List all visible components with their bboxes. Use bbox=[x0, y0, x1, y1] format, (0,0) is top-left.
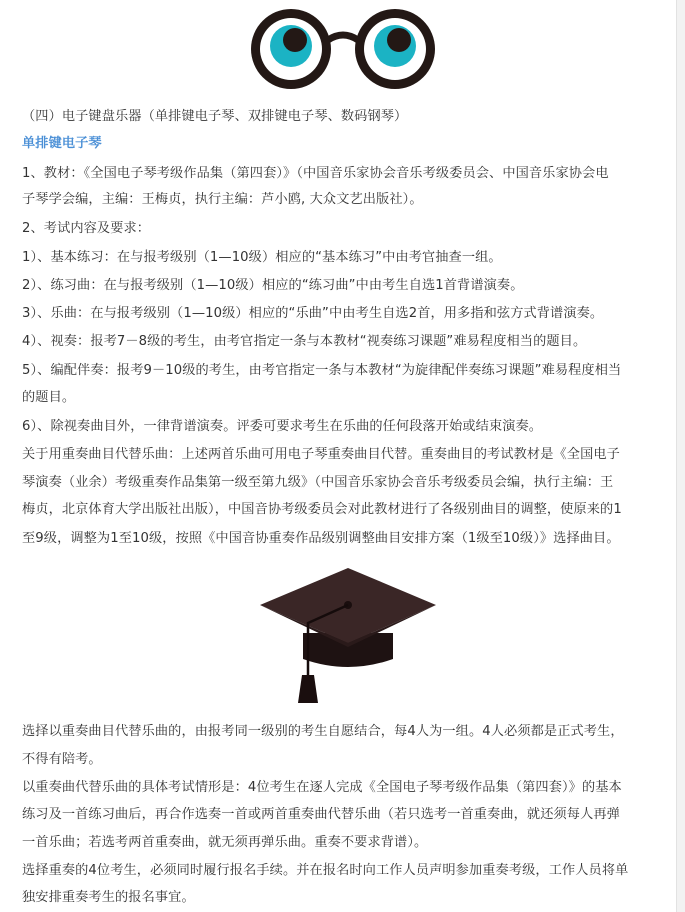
paragraph-line: 练习及一首练习曲后，再合作选奏一首或两首重奏曲代替乐曲（若只选考一首重奏曲，就还须每人再弹 bbox=[22, 807, 620, 822]
paragraph-line: 关于用重奏曲目代替乐曲：上述两首乐曲可用电子琴重奏曲目代替。重奏曲目的考试教材是《全国电子 bbox=[22, 447, 620, 462]
subsection-heading: 单排键电子琴 bbox=[22, 136, 102, 151]
paragraph-line: 至9级，调整为1至10级，按照《中国音协重奏作品级别调整曲目安排方案（1级至10级）》选择曲目。 bbox=[22, 531, 620, 546]
paragraph-line: 以重奏曲代替乐曲的具体考试情形是：4位考生在逐人完成《全国电子琴考级作品集（第四套）》的基本 bbox=[22, 780, 622, 795]
paragraph-line: 不得有陪考。 bbox=[22, 752, 102, 767]
paragraph-line: 5）、编配伴奏：报考9－10级的考生，由考官指定一条与本教材“为旋律配伴奏练习课题”难易程度相当 bbox=[22, 363, 622, 378]
paragraph-line: 2）、练习曲：在与报考级别（1—10级）相应的“练习曲”中由考生自选1首背谱演奏。 bbox=[22, 278, 524, 293]
paragraph-line: 4）、视奏：报考7－8级的考生，由考官指定一条与本教材“视奏练习课题”难易程度相当的题目。 bbox=[22, 334, 587, 349]
paragraph-line: 1、教材：《全国电子琴考级作品集（第四套）》（中国音乐家协会音乐考级委员会、中国音乐家协会电 bbox=[22, 166, 609, 181]
paragraph-line: 1）、基本练习：在与报考级别（1—10级）相应的“基本练习”中由考官抽查一组。 bbox=[22, 250, 502, 265]
paragraph-line: 的题目。 bbox=[22, 390, 76, 405]
paragraph-line: 琴演奏（业余）考级重奏作品集第一级至第九级》（中国音乐家协会音乐考级委员会编，执行主编：王 bbox=[22, 475, 614, 490]
paragraph-line: 独安排重奏考生的报名事宜。 bbox=[22, 890, 195, 905]
paragraph-line: 子琴学会编，主编：王梅贞，执行主编：芦小鸥, 大众文艺出版社）。 bbox=[22, 192, 423, 207]
scrollbar[interactable] bbox=[676, 0, 685, 912]
paragraph-line: 梅贞，北京体育大学出版社出版），中国音协考级委员会对此教材进行了各级别曲目的调整，使原来的1 bbox=[22, 502, 622, 517]
section-heading: （四）电子键盘乐器（单排键电子琴、双排键电子琴、数码钢琴） bbox=[22, 109, 408, 124]
paragraph-line: 选择重奏的4位考生，必须同时履行报名手续。并在报名时向工作人员声明参加重奏考级，工作人员将单 bbox=[22, 863, 629, 878]
paragraph-line: 2、考试内容及要求： bbox=[22, 221, 151, 236]
paragraph-line: 选择以重奏曲目代替乐曲的，由报考同一级别的考生自愿结合，每4人为一组。4人必须都是正式考生， bbox=[22, 724, 624, 739]
glasses-eyes-icon bbox=[248, 4, 438, 94]
paragraph-line: 3）、乐曲：在与报考级别（1—10级）相应的“乐曲”中由考生自选2首，用多指和弦方式背谱演奏。 bbox=[22, 306, 604, 321]
paragraph-line: 一首乐曲；若选考两首重奏曲，就无须再弹乐曲。重奏不要求背谱）。 bbox=[22, 835, 428, 850]
paragraph-line: 6）、除视奏曲目外，一律背谱演奏。评委可要求考生在乐曲的任何段落开始或结束演奏。 bbox=[22, 419, 543, 434]
graduation-cap-icon bbox=[258, 563, 438, 708]
